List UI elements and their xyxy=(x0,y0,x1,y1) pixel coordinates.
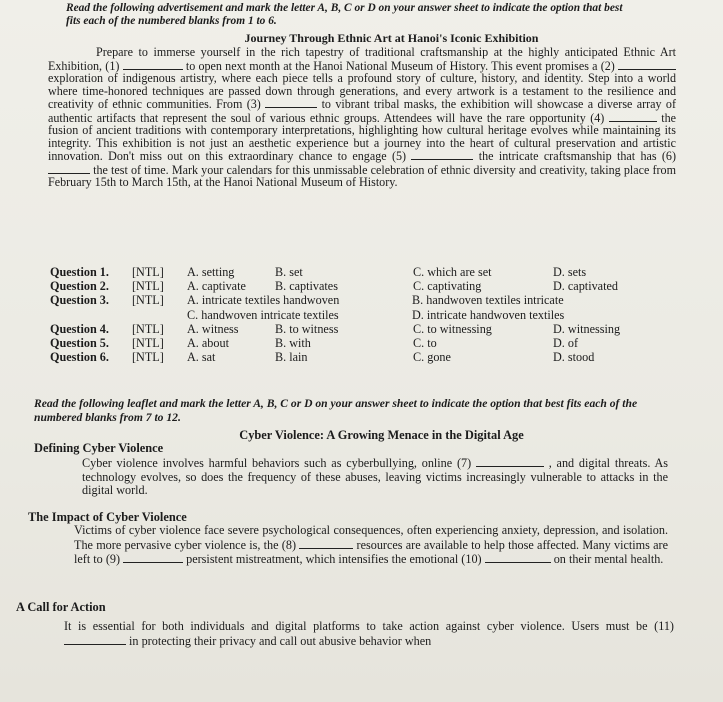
section-heading-defining: Defining Cyber Violence xyxy=(34,441,164,455)
question-tag: [NTL] xyxy=(132,321,164,336)
question-row-3-cont xyxy=(50,308,690,322)
option-b: B. to witness xyxy=(275,321,339,336)
question-label: Question 2. xyxy=(50,279,109,294)
leaflet-title: Cyber Violence: A Growing Menace in the Digital Age xyxy=(239,428,524,442)
question-options-list xyxy=(50,265,690,364)
option-a: A. intricate textiles handwoven xyxy=(187,293,340,308)
instructions-part-2: Read the following leaflet and mark the letter A, B, C or D on your answer sheet to indicate the option that best fits each of the numbered blanks from 7 to 12. xyxy=(34,397,638,424)
section-heading-impact: The Impact of Cyber Violence xyxy=(28,510,187,524)
question-tag: [NTL] xyxy=(132,279,164,294)
option-a: A. about xyxy=(187,336,229,351)
passage-text: the fusion of ancient traditions with contemporary interpretations, highlighting how cultural heritage evolves while maintaining its integrity. This exhibition is not just an aesthetic experience but a journey into the heart of cultural preservation and artistic innovation. Don't miss out on this extraordinary chance to engage (5) xyxy=(48,110,677,163)
blank-2 xyxy=(618,59,676,70)
section-text: resources are available to help those affected. Many victims are left to (9) xyxy=(74,537,669,567)
blank-11 xyxy=(64,634,126,645)
advertisement-passage xyxy=(48,46,676,189)
passage-text: to open next month at the Hanoi National Museum of History. This event promises a (2) xyxy=(185,58,615,73)
section-text: Victims of cyber violence face severe psychological consequences, often experiencing anxiety, depression, and isolation. The more pervasive cyber violence is, the (8) xyxy=(74,523,668,552)
question-row-5 xyxy=(50,336,690,350)
passage-text: to vibrant tribal masks, the exhibition will showcase a diverse array of authentic artifacts that represent the soul of various ethnic groups. Attendees will have the rare opportunity (4) xyxy=(48,97,677,125)
option-d: D. captivated xyxy=(553,279,618,294)
option-c: C. gone xyxy=(413,350,451,365)
question-tag: [NTL] xyxy=(132,336,164,351)
option-c: C. handwoven intricate textiles xyxy=(187,307,339,322)
passage-text: Prepare to immerse yourself in the rich tapestry of traditional craftsmanship at the highly anticipated Ethnic Art Exhibition, (1) xyxy=(48,45,676,73)
section-text: Cyber violence involves harmful behaviors such as cyberbullying, online (7) xyxy=(82,456,472,470)
blank-6 xyxy=(48,163,90,174)
option-a: A. witness xyxy=(187,321,239,336)
question-row-2 xyxy=(50,279,690,293)
section-action-text xyxy=(64,620,674,648)
section-text: in protecting their privacy and call out abusive behavior when xyxy=(129,633,432,648)
option-a: A. setting xyxy=(187,265,235,279)
option-c: C. captivating xyxy=(413,279,482,294)
instructions-part-1: Read the following advertisement and mark the letter A, B, C or D on your answer sheet to indicate the option that best fits each of the numbered blanks from 1 to 6. xyxy=(66,2,623,27)
section-text: persistent mistreatment, which intensifies the emotional (10) xyxy=(186,552,482,567)
question-label: Question 5. xyxy=(50,336,109,351)
question-tag: [NTL] xyxy=(132,265,164,279)
question-label: Question 1. xyxy=(50,265,109,279)
option-d: D. stood xyxy=(553,350,595,365)
question-label: Question 3. xyxy=(50,293,109,308)
option-b: B. captivates xyxy=(275,279,338,294)
option-c: C. which are set xyxy=(413,265,492,279)
option-a: A. sat xyxy=(187,350,216,365)
question-label: Question 4. xyxy=(50,321,109,336)
blank-4 xyxy=(609,111,657,122)
option-d: D. witnessing xyxy=(553,321,621,336)
blank-3 xyxy=(265,97,317,108)
blank-5 xyxy=(411,149,473,160)
question-label: Question 6. xyxy=(50,350,109,365)
option-b: B. lain xyxy=(275,350,308,365)
blank-10 xyxy=(485,552,551,563)
question-tag: [NTL] xyxy=(132,350,164,365)
blank-1 xyxy=(123,59,183,70)
question-row-6 xyxy=(50,350,690,364)
section-impact-text xyxy=(74,524,668,567)
section-text: on their mental health. xyxy=(553,552,664,567)
question-row-4 xyxy=(50,322,690,336)
question-row-3 xyxy=(50,293,690,307)
blank-9 xyxy=(123,552,183,563)
blank-8 xyxy=(299,538,353,549)
option-c: C. to xyxy=(413,336,437,351)
option-b: B. set xyxy=(275,265,303,279)
option-b: B. handwoven textiles intricate xyxy=(412,293,564,308)
blank-7 xyxy=(476,456,544,467)
passage-text: exploration of indigenous artistry, where each piece tells a profound story of culture, history, and identity. Step into a world where time-honored techniques are passed down through generations, and every artwork is a testament to the resilience and creativity of ethnic communities. From (3) xyxy=(48,71,676,111)
option-d: D. of xyxy=(553,336,579,351)
question-row-1 xyxy=(50,265,690,279)
section-text: , and digital threats. As technology evolves, so does the frequency of these abuses, leaving victims increasingly vulnerable to attacks in the digital world. xyxy=(82,456,669,498)
option-b: B. with xyxy=(275,336,311,351)
passage-text: the intricate craftsmanship that has (6) xyxy=(478,149,677,163)
option-c: C. to witnessing xyxy=(413,321,492,336)
section-text: It is essential for both individuals and digital platforms to take action against cyber violence. Users must be (11) xyxy=(64,619,674,633)
option-a: A. captivate xyxy=(187,279,246,294)
option-d: D. sets xyxy=(553,265,587,279)
advertisement-title: Journey Through Ethnic Art at Hanoi's Iconic Exhibition xyxy=(244,31,539,45)
section-defining-text xyxy=(82,456,668,498)
option-d: D. intricate handwoven textiles xyxy=(412,307,565,322)
passage-text: the test of time. Mark your calendars for this unmissable celebration of ethnic diversity and creativity, taking place from February 15th to March 15th, at the Hanoi National Museum of History. xyxy=(48,162,676,189)
question-tag: [NTL] xyxy=(132,293,164,308)
section-heading-action: A Call for Action xyxy=(16,600,106,614)
